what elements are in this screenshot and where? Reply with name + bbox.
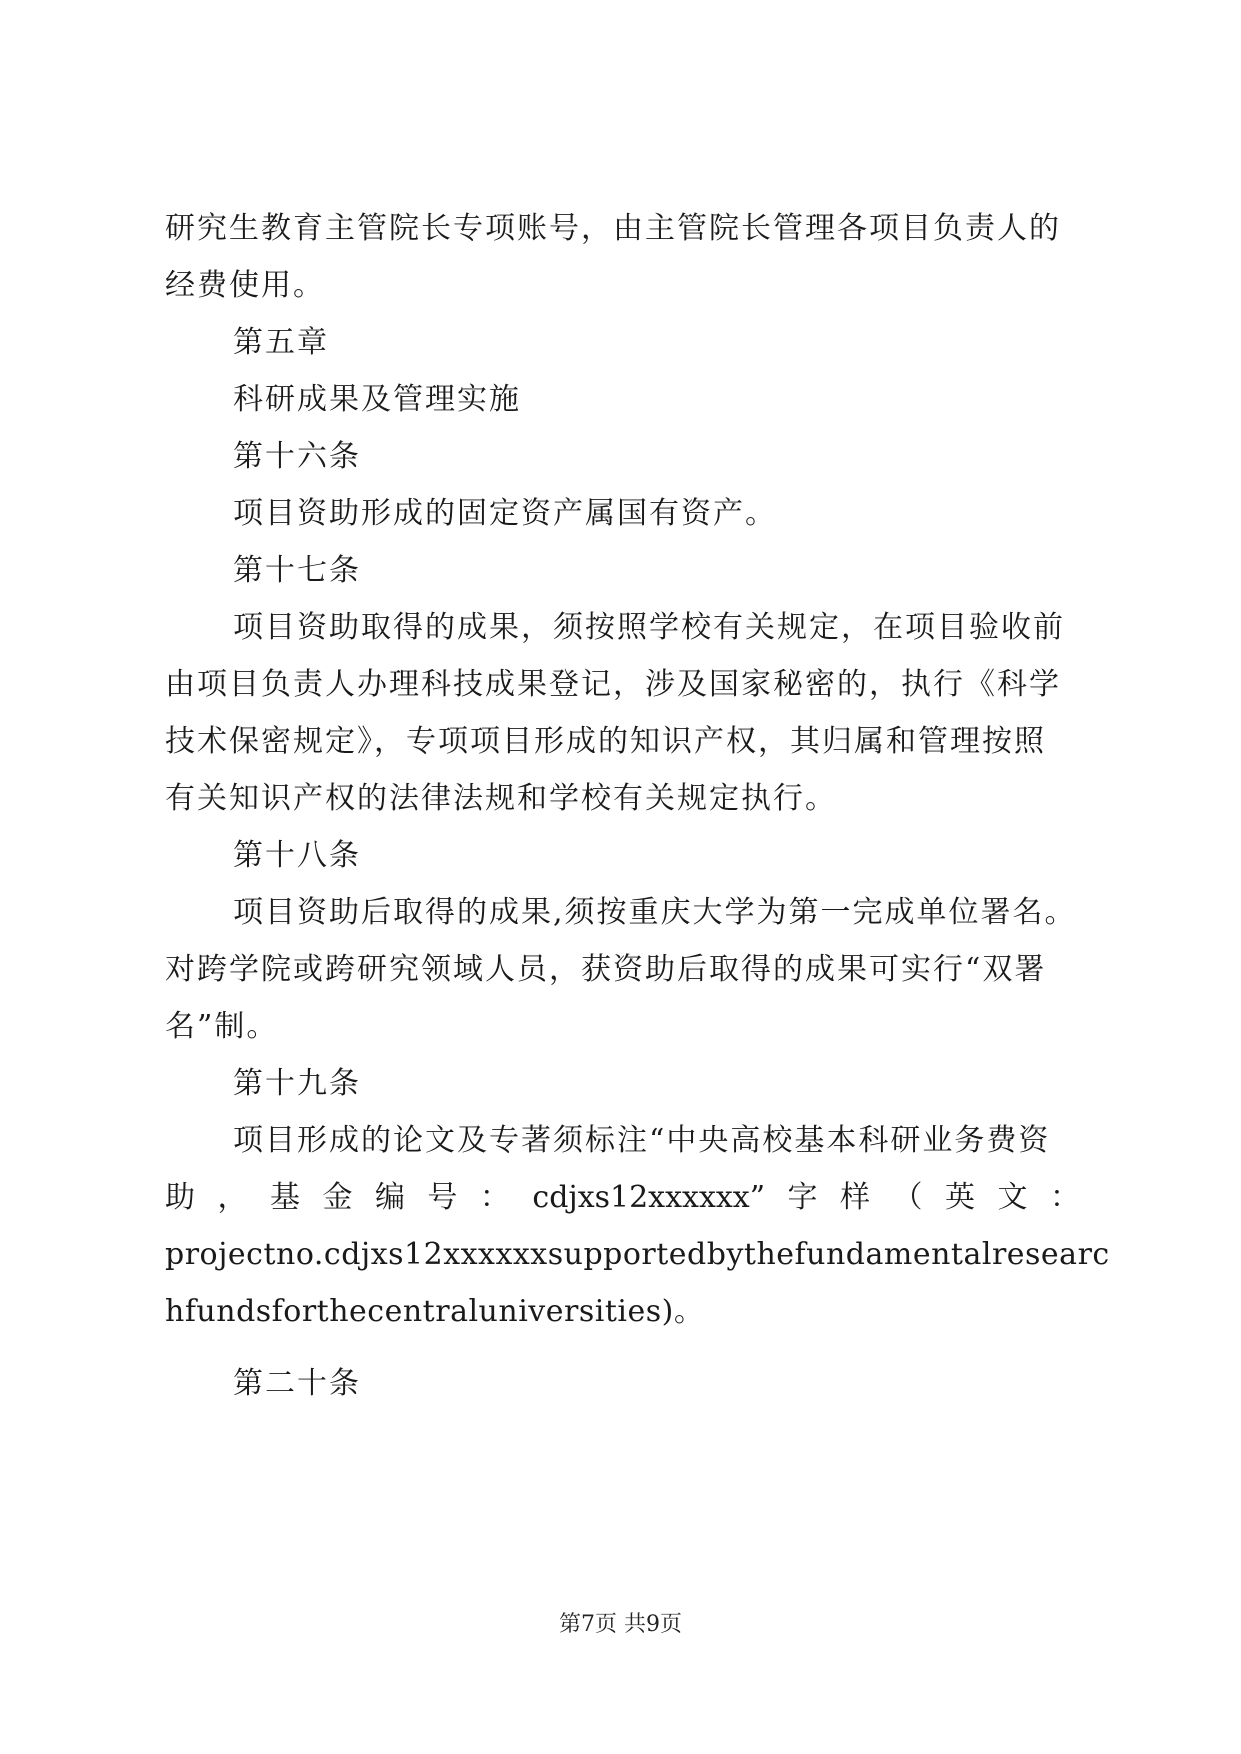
text-token: 字 <box>787 1180 818 1215</box>
body-text-line: 项目资助形成的固定资产属国有资产。 <box>233 496 777 531</box>
article-heading: 第十六条 <box>233 439 361 474</box>
body-text-line: 项目形成的论文及专著须标注“中央高校基本科研业务费资 <box>233 1123 1051 1158</box>
body-text-line: hfundsforthecentraluniversities)。 <box>165 1294 705 1329</box>
text-token: （ <box>892 1180 923 1215</box>
body-text-line: 经费使用。 <box>165 268 325 303</box>
body-text-line: projectno.cdjxs12xxxxxxsupportedbythefundamentalresearc <box>165 1237 1110 1272</box>
body-text-line: 项目资助后取得的成果,须按重庆大学为第一完成单位署名。 <box>233 895 1077 930</box>
text-token: 金 <box>322 1180 353 1215</box>
text-token: 基 <box>269 1180 300 1215</box>
text-token: 助 <box>165 1180 195 1215</box>
text-token: 样 <box>840 1180 871 1215</box>
text-token: ： <box>479 1180 510 1215</box>
body-text-line: 项目资助取得的成果，须按照学校有关规定，在项目验收前 <box>233 610 1065 645</box>
body-text-line: 技术保密规定》，专项项目形成的知识产权，其归属和管理按照 <box>165 724 1046 759</box>
text-token: 号 <box>427 1180 458 1215</box>
article-heading: 第十九条 <box>233 1066 361 1101</box>
body-text-line: 名”制。 <box>165 1009 279 1044</box>
body-text-line: 由项目负责人办理科技成果登记，涉及国家秘密的，执行《科学 <box>165 667 1061 702</box>
text-token: ， <box>217 1180 248 1215</box>
chapter-heading: 第五章 <box>233 325 329 360</box>
body-text-line: 研究生教育主管院长专项账号，由主管院长管理各项目负责人的 <box>165 211 1061 246</box>
body-text-line: 对跨学院或跨研究领域人员，获资助后取得的成果可实行“双署 <box>165 952 1047 987</box>
text-token: cdjxs12xxxxxx” <box>532 1180 766 1215</box>
body-text-line-justified <box>165 1178 1080 1218</box>
text-token: 文 <box>997 1180 1028 1215</box>
text-token: 英 <box>944 1180 975 1215</box>
text-token: 编 <box>374 1180 405 1215</box>
article-heading: 第十八条 <box>233 838 361 873</box>
body-text-line: 有关知识产权的法律法规和学校有关规定执行。 <box>165 781 837 816</box>
chapter-title: 科研成果及管理实施 <box>233 382 521 417</box>
text-token: ： <box>1049 1180 1080 1215</box>
page-number-footer: 第7页 共9页 <box>559 1612 682 1637</box>
article-heading: 第十七条 <box>233 553 361 588</box>
article-heading: 第二十条 <box>233 1366 361 1401</box>
